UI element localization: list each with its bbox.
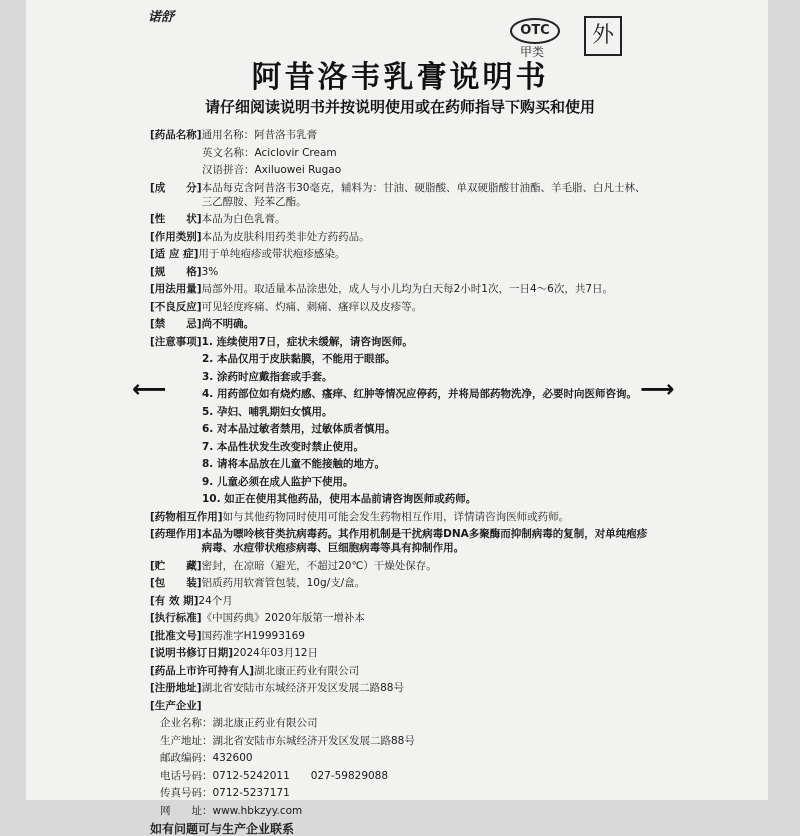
field-label: [药理作用] xyxy=(150,528,202,540)
pharmacology-row xyxy=(150,527,650,555)
field-label: [禁 忌] xyxy=(150,318,202,330)
field-value: 尚不明确。 xyxy=(201,318,255,330)
ingredients-row xyxy=(150,181,650,209)
reg-address-row xyxy=(150,681,650,695)
field-label: [注册地址] xyxy=(150,682,202,694)
notes-item: 9. 儿童必须在成人监护下使用。 xyxy=(202,475,354,488)
notes-item: 3. 涂药时应戴指套或手套。 xyxy=(202,370,333,383)
field-label: [贮 藏] xyxy=(150,559,202,572)
website: 网 址：www.hbkzyy.com xyxy=(160,804,303,817)
field-label: [生产企业] xyxy=(150,699,202,712)
fold-arrow-right-icon: ⟶ xyxy=(640,375,675,403)
otc-class-label: 甲类 xyxy=(520,45,545,59)
adverse-row xyxy=(150,300,650,314)
field-value: 3% xyxy=(201,265,219,278)
notes-item: 4. 用药部位如有烧灼感、瘙痒、红肿等情况应停药，并将局部药物洗净，必要时向医师咨询。 xyxy=(202,388,637,400)
manufacturer-label-row xyxy=(150,699,650,713)
company-name: 企业名称：湖北康正药业有限公司 xyxy=(160,717,318,729)
leaflet-content xyxy=(150,128,650,836)
otc-badge: OTC xyxy=(510,18,560,44)
field-value: 本品为白色乳膏。 xyxy=(201,213,286,225)
field-value: 本品为皮肤科用药类非处方药药品。 xyxy=(201,230,370,243)
field-label: [药物相互作用] xyxy=(150,510,223,523)
standard-row xyxy=(150,611,650,625)
appearance-row xyxy=(150,212,650,226)
field-label: [适 应 症] xyxy=(150,248,199,260)
fax-number: 传真号码：0712-5237171 xyxy=(160,787,290,799)
pinyin-name: 汉语拼音：Axiluowei Rugao xyxy=(202,164,342,176)
field-label: [不良反应] xyxy=(150,300,202,313)
field-value: 湖北康正药业有限公司 xyxy=(254,664,360,677)
field-label: [性 状] xyxy=(150,213,202,225)
field-value: 如与其他药物同时使用可能会发生药物相互作用，详情请咨询医师或药师。 xyxy=(222,510,570,523)
notes-item: 10. 如正在使用其他药品，使用本品前请咨询医师或药师。 xyxy=(202,493,477,505)
field-value: 《中国药典》2020年版第一增补本 xyxy=(201,612,365,624)
notes-section xyxy=(150,335,650,507)
field-label: [成 分] xyxy=(150,181,202,194)
drug-name-row xyxy=(150,128,650,142)
brand-logo: 诺舒 xyxy=(148,10,175,25)
field-value: 密封，在凉暗（避光，不超过20℃）干燥处保存。 xyxy=(201,559,437,572)
field-label: [作用类别] xyxy=(150,230,202,243)
field-value: 用于单纯疱疹或带状疱疹感染。 xyxy=(198,248,346,260)
field-value: 本品每克含阿昔洛韦30毫克，辅料为：甘油、硬脂酸、单双硬脂酸甘油酯、羊毛脂、白凡士林、三乙醇胺、羟苯乙酯。 xyxy=(201,181,646,208)
notes-item: 2. 本品仅用于皮肤黏膜，不能用于眼部。 xyxy=(202,353,396,365)
field-value: 湖北省安陆市东城经济开发区发展二路88号 xyxy=(201,682,404,694)
document-title: 阿昔洛韦乳膏说明书 xyxy=(251,60,549,95)
field-label: [规 格] xyxy=(150,265,202,278)
field-value: 国药准字H19993169 xyxy=(201,629,305,642)
field-label: [批准文号] xyxy=(150,629,202,642)
field-label: [药品上市许可持有人] xyxy=(150,664,255,677)
contraindications-row xyxy=(150,317,650,331)
notes-item: 1. 连续使用7日，症状未缓解，请咨询医师。 xyxy=(201,335,413,348)
usage-row xyxy=(150,282,650,296)
field-label: [注意事项] xyxy=(150,335,202,348)
english-name: 英文名称：Aciclovir Cream xyxy=(202,146,337,159)
field-value: 2024年03月12日 xyxy=(233,647,319,659)
validity-row xyxy=(150,594,650,608)
postcode: 邮政编码：432600 xyxy=(160,752,253,764)
notes-item: 8. 请将本品放在儿童不能接触的地方。 xyxy=(202,458,385,470)
notes-item: 7. 本品性状发生改变时禁止使用。 xyxy=(202,440,364,453)
revision-row xyxy=(150,646,650,660)
notes-item: 5. 孕妇、哺乳期妇女慎用。 xyxy=(202,405,333,418)
spec-row xyxy=(150,265,650,279)
notes-item: 6. 对本品过敏者禁用，过敏体质者慎用。 xyxy=(202,423,396,435)
phone-number: 电话号码：0712-5242011 027-59829088 xyxy=(160,769,389,782)
field-label: [执行标准] xyxy=(150,612,202,624)
company-address: 生产地址：湖北省安陆市东城经济开发区发展二路88号 xyxy=(160,734,415,747)
field-value: 24个月 xyxy=(198,594,233,607)
field-value: 本品为嘌呤核苷类抗病毒药。其作用机制是干扰病毒DNA多聚酶而抑制病毒的复制，对单纯疱疹病毒、水痘带状疱疹病毒、巨细胞病毒等具有抑制作用。 xyxy=(201,528,648,554)
external-use-badge: 外 xyxy=(584,16,622,56)
field-label: [药品名称] xyxy=(150,129,202,141)
common-name: 通用名称：阿昔洛韦乳膏 xyxy=(201,129,318,141)
field-label: [有 效 期] xyxy=(150,594,199,607)
notes-label-row xyxy=(150,335,650,349)
field-value: 可见轻度疼痛、灼痛、刺痛、瘙痒以及皮疹等。 xyxy=(201,300,423,313)
interactions-row xyxy=(150,510,650,524)
mah-row xyxy=(150,664,650,678)
indications-row xyxy=(150,247,650,261)
category-row xyxy=(150,230,650,244)
approval-row xyxy=(150,629,650,643)
storage-row xyxy=(150,559,650,573)
field-value: 局部外用。取适量本品涂患处，成人与小儿均为白天每2小时1次，一日4～6次，共7日。 xyxy=(201,283,614,295)
document-subtitle: 请仔细阅读说明书并按说明使用或在药师指导下购买和使用 xyxy=(204,98,595,116)
package-row xyxy=(150,576,650,590)
footer-note: 如有问题可与生产企业联系 xyxy=(150,821,295,836)
field-label: [说明书修订日期] xyxy=(150,647,234,659)
field-value: 铝质药用软膏管包装，10g/支/盒。 xyxy=(201,577,366,589)
fold-arrow-left-icon: ⟵ xyxy=(132,375,167,403)
field-label: [包 装] xyxy=(150,577,202,589)
field-label: [用法用量] xyxy=(150,283,202,295)
